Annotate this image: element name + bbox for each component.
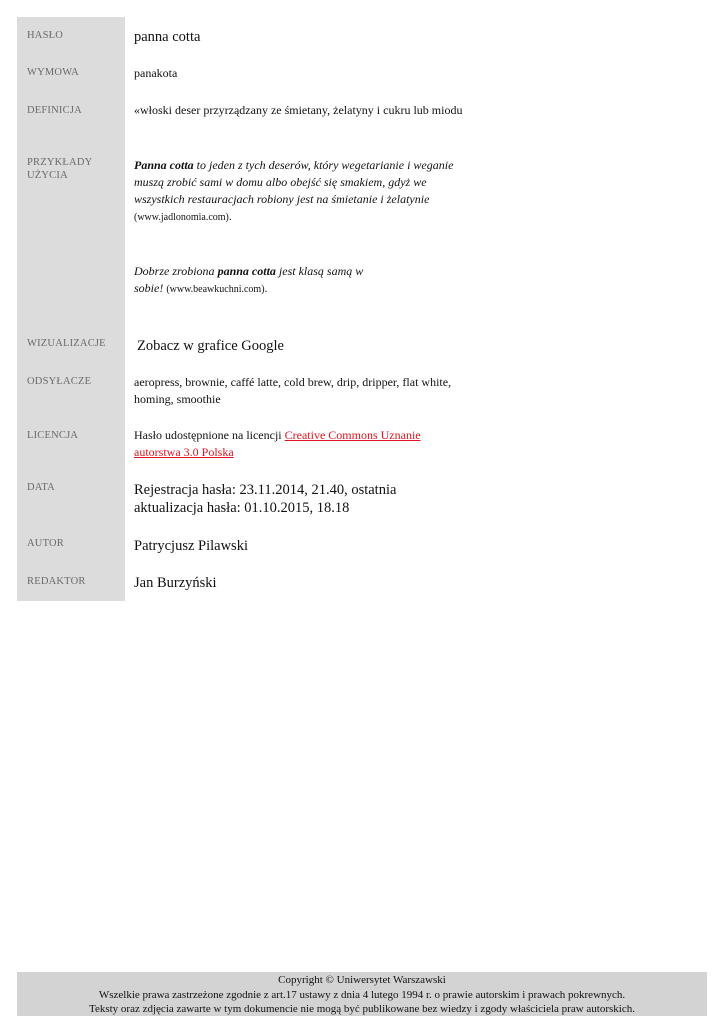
author-label: AUTOR: [27, 538, 64, 549]
pronunciation-label: WYMOWA: [27, 67, 79, 78]
footer-copyright: Copyright © Uniwersytet Warszawski: [278, 974, 446, 986]
license-text: Hasło udostępnione na licencji: [134, 428, 285, 442]
example-2-after: jest klasą samą w sobie!: [134, 264, 364, 295]
example-1: [134, 157, 456, 226]
example-1-source: (www.jadlonomia.com): [134, 212, 229, 223]
visualization-label: WIZUALIZACJE: [27, 338, 106, 349]
examples-label: [27, 156, 92, 182]
example-2-end: .: [264, 281, 268, 295]
example-2: [134, 263, 374, 298]
license-link[interactable]: Creative Commons Uznanie autorstwa 3.0 Polska: [134, 428, 421, 459]
example-1-term: Panna cotta: [134, 158, 194, 172]
example-2-before: Dobrze zrobiona: [134, 264, 218, 278]
pronunciation: panakota: [134, 66, 178, 80]
google-images-link[interactable]: Zobacz w grafice Google: [137, 338, 284, 354]
date: Rejestracja hasła: 23.11.2014, 21.40, ostatnia aktualizacja hasła: 01.10.2015, 18.18: [134, 482, 397, 516]
references: aeropress, brownie, caffé latte, cold brew, drip, dripper, flat white, homing, smoothie: [134, 375, 452, 406]
example-2-term: panna cotta: [217, 264, 276, 278]
references-label: ODSYŁACZE: [27, 376, 92, 387]
license: [134, 427, 434, 461]
example-1-text: to jeden z tych deserów, który wegetarianie i weganie muszą zrobić sami w domu albo obejść się smakiem, gdyż we wszystkich restauracjach robiony jest na śmietanie i żelatynie: [134, 158, 454, 206]
examples-label-line2: UŻYCIA: [27, 170, 68, 181]
date-label: DATA: [27, 482, 55, 493]
headword: panna cotta: [134, 29, 201, 45]
headword-label: HASŁO: [27, 30, 64, 41]
definition: «włoski deser przyrządzany ze śmietany, żelatyny i cukru lub miodu: [134, 103, 463, 117]
footer-rights: Wszelkie prawa zastrzeżone zgodnie z art.17 ustawy z dnia 4 lutego 1994 r. o prawie autorskim i prawach pokrewnych.: [98, 988, 626, 1001]
example-1-end: .: [228, 209, 232, 223]
example-2-source: (www.beawkuchni.com): [166, 284, 265, 295]
copyright-footer: [17, 972, 707, 1016]
footer-notice: Teksty oraz zdjęcia zawarte w tym dokumencie nie mogą być publikowane bez wiedzy i zgody właściciela praw autorskich.: [89, 1003, 635, 1015]
examples-label-line1: PRZYKŁADY: [27, 157, 93, 168]
definition-label: DEFINICJA: [27, 105, 82, 116]
editor-label: REDAKTOR: [27, 576, 86, 587]
license-label: LICENCJA: [27, 430, 79, 441]
editor: Jan Burzyński: [134, 575, 217, 591]
author: Patrycjusz Pilawski: [134, 538, 248, 554]
